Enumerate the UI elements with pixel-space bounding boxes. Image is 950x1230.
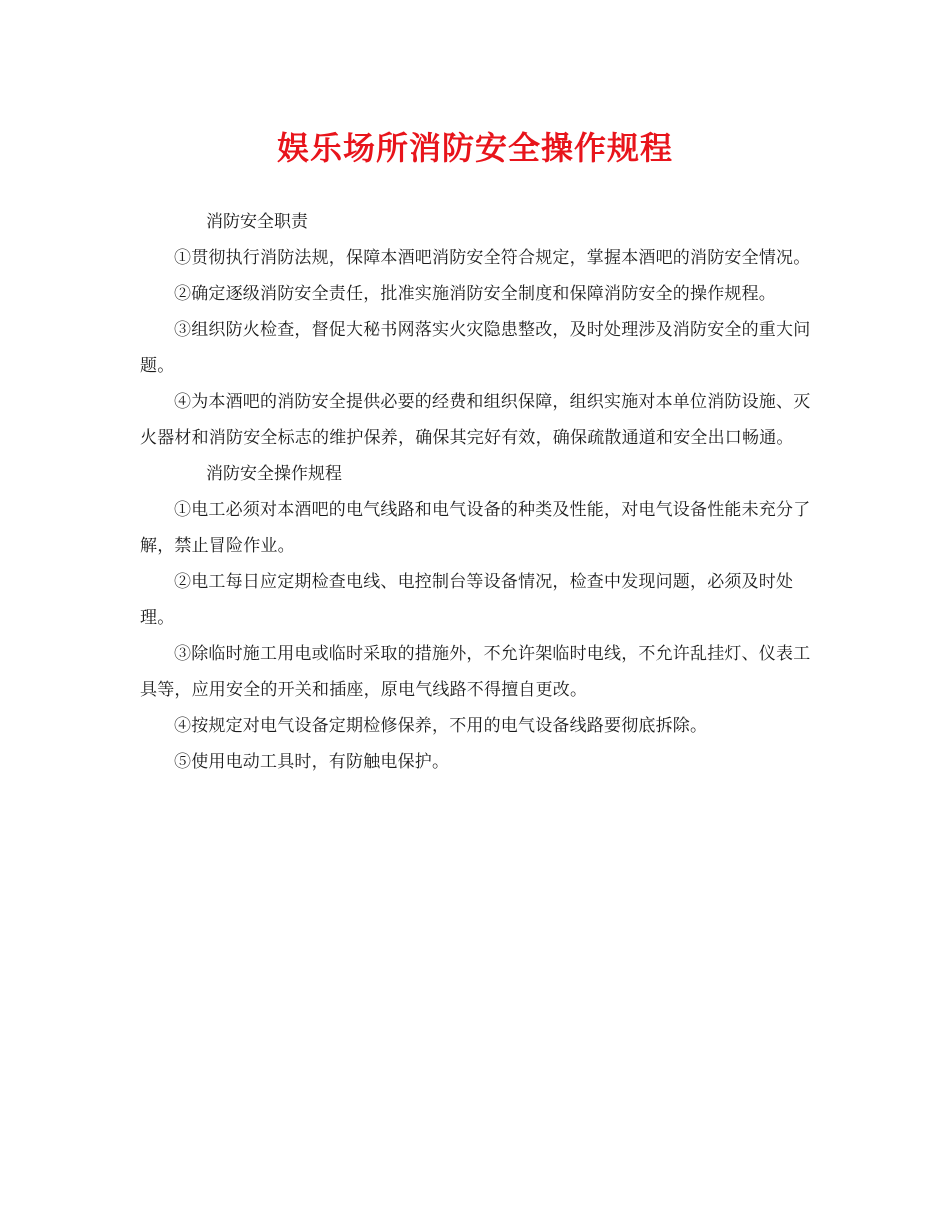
paragraph: ⑤使用电动工具时，有防触电保护。 xyxy=(174,752,450,772)
document-body xyxy=(140,204,812,780)
section-heading-responsibilities: 消防安全职责 xyxy=(206,212,308,232)
paragraph: ④为本酒吧的消防安全提供必要的经费和组织保障，组织实施对本单位消防设施、灭火器材和消防安全标志的维护保养，确保其完好有效，确保疏散通道和安全出口畅通。 xyxy=(140,392,811,448)
section-heading-procedures: 消防安全操作规程 xyxy=(206,464,342,484)
paragraph: ①电工必须对本酒吧的电气线路和电气设备的种类及性能，对电气设备性能未充分了解，禁止冒险作业。 xyxy=(140,500,811,556)
document-title: 娱乐场所消防安全操作规程 xyxy=(276,129,673,167)
paragraph: ②电工每日应定期检查电线、电控制台等设备情况，检查中发现问题，必须及时处理。 xyxy=(140,572,794,628)
paragraph: ②确定逐级消防安全责任，批准实施消防安全制度和保障消防安全的操作规程。 xyxy=(174,284,776,304)
paragraph: ③组织防火检查，督促大秘书网落实火灾隐患整改，及时处理涉及消防安全的重大问题。 xyxy=(140,320,811,376)
paragraph: ①贯彻执行消防法规，保障本酒吧消防安全符合规定，掌握本酒吧的消防安全情况。 xyxy=(174,248,811,268)
paragraph: ③除临时施工用电或临时采取的措施外，不允许架临时电线，不允许乱挂灯、仪表工具等，应用安全的开关和插座，原电气线路不得擅自更改。 xyxy=(140,644,811,700)
paragraph: ④按规定对电气设备定期检修保养，不用的电气设备线路要彻底拆除。 xyxy=(174,716,708,736)
